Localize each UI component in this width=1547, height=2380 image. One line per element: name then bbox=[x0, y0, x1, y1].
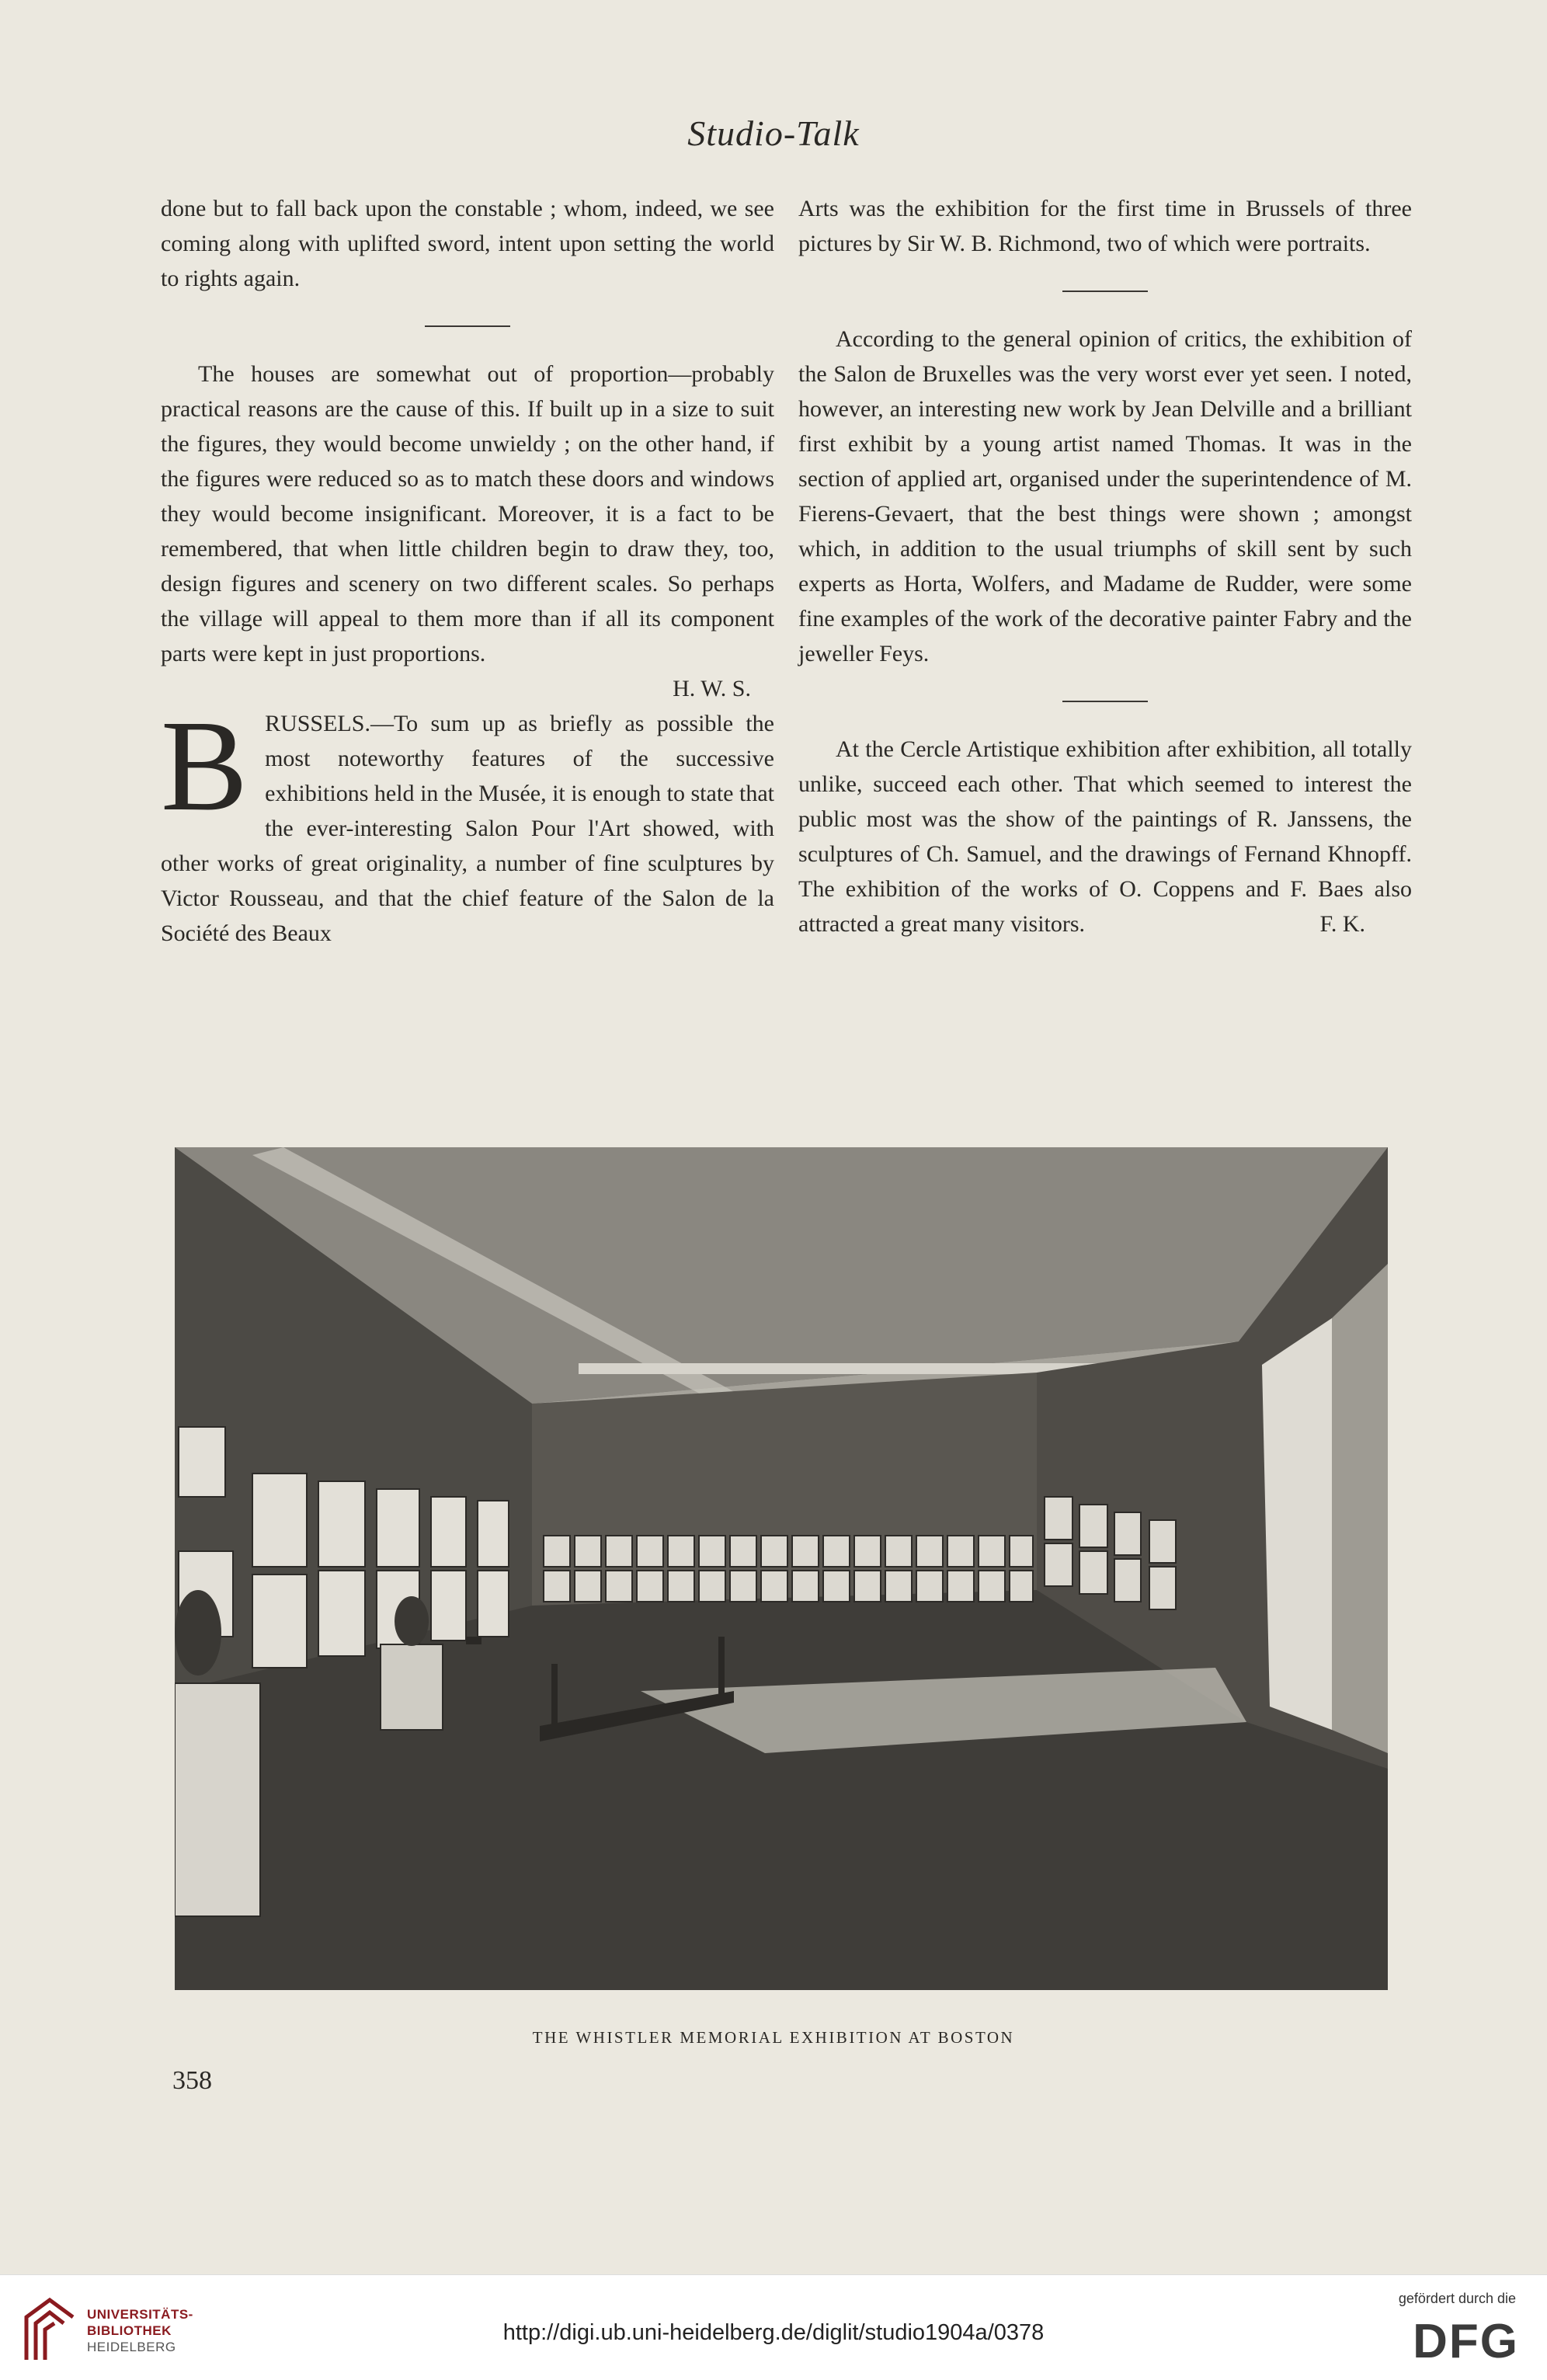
section-divider bbox=[1062, 701, 1148, 702]
dfg-logo: DFG bbox=[1413, 2315, 1519, 2368]
left-signature: H. W. S. bbox=[673, 676, 751, 701]
right-column bbox=[798, 191, 1412, 941]
funding-note: gefördert durch die bbox=[1398, 2291, 1516, 2306]
drop-cap-letter: B bbox=[161, 694, 249, 838]
figure-caption: THE WHISTLER MEMORIAL EXHIBITION AT BOSTON bbox=[532, 2028, 1015, 2047]
right-paragraph-1: Arts was the exhibition for the first time in Brussels of three pictures by Sir W. B. Richmond, two of which were portraits. bbox=[798, 196, 1412, 256]
left-paragraph-1: done but to fall back upon the constable ; whom, indeed, we see coming along with uplifted sword, intent upon setting the world to rights again. bbox=[161, 196, 774, 291]
library-name-line: UNIVERSITÄTS- bbox=[87, 2307, 193, 2322]
left-paragraph-3 bbox=[161, 694, 774, 951]
left-paragraph-3-text: RUSSELS.—To sum up as briefly as possible the most noteworthy features of the successive exhibitions held in the Musée, it is enough to state that the ever-interesting Salon Pour l'Art showed, with other works of great originality, a number of fine sculptures by Victor Rousseau, and that the chief feature of the Salon de la Société des Beaux bbox=[161, 711, 774, 946]
left-paragraph-2: The houses are somewhat out of proportion—probably practical reasons are the cause of this. If built up in a size to suit the figures, they would become unwieldy ; on the other hand, if the figures were reduced so as to match these doors and windows they would become insignificant. Moreover, it is a fact to be remembered, that when little children begin to draw they, too, design figures and scenery on two different scales. So perhaps the village will appeal to them more than if all its component parts were kept in just proportions. bbox=[161, 361, 774, 666]
left-column bbox=[161, 191, 774, 951]
right-paragraph-2: According to the general opinion of critics, the exhibition of the Salon de Bruxelles was the very worst ever yet seen. I noted, however, an interesting new work by Jean Delville and a brilliant first exhibit by a young artist named Thomas. It was in the section of applied art, organised under the superintendence of M. Fierens-Gevaert, that the best things were shown ; amongst which, in addition to the usual triumphs of skill sent by such experts as Horta, Wolfers, and Madame de Rudder, were some fine examples of the work of the decorative painter Fabry and the jeweller Feys. bbox=[798, 326, 1412, 666]
digitization-footer bbox=[0, 2274, 1547, 2380]
section-divider bbox=[1062, 291, 1148, 292]
right-paragraph-3 bbox=[798, 732, 1412, 941]
library-name-line: BIBLIOTHEK bbox=[87, 2323, 172, 2338]
page-number: 358 bbox=[172, 2066, 212, 2095]
page-header-title: Studio-Talk bbox=[687, 113, 860, 153]
right-signature: F. K. bbox=[1319, 911, 1365, 937]
library-name-line: HEIDELBERG bbox=[87, 2340, 176, 2354]
gallery-photograph bbox=[175, 1147, 1388, 1990]
source-url-link[interactable]: http://digi.ub.uni-heidelberg.de/diglit/studio1904a/0378 bbox=[502, 2320, 1045, 2345]
right-paragraph-3-text: At the Cercle Artistique exhibition after exhibition, all totally unlike, succeed each other. That which seemed to interest the public most was the show of the paintings of R. Janssens, the sculptures of Ch. Samuel, and the drawings of Fernand Khnopff. The exhibition of the works of O. Coppens and F. Baes also attracted a great many visitors. bbox=[798, 736, 1412, 937]
section-divider bbox=[425, 325, 510, 327]
gallery-photograph-drawing bbox=[175, 1147, 1388, 1990]
